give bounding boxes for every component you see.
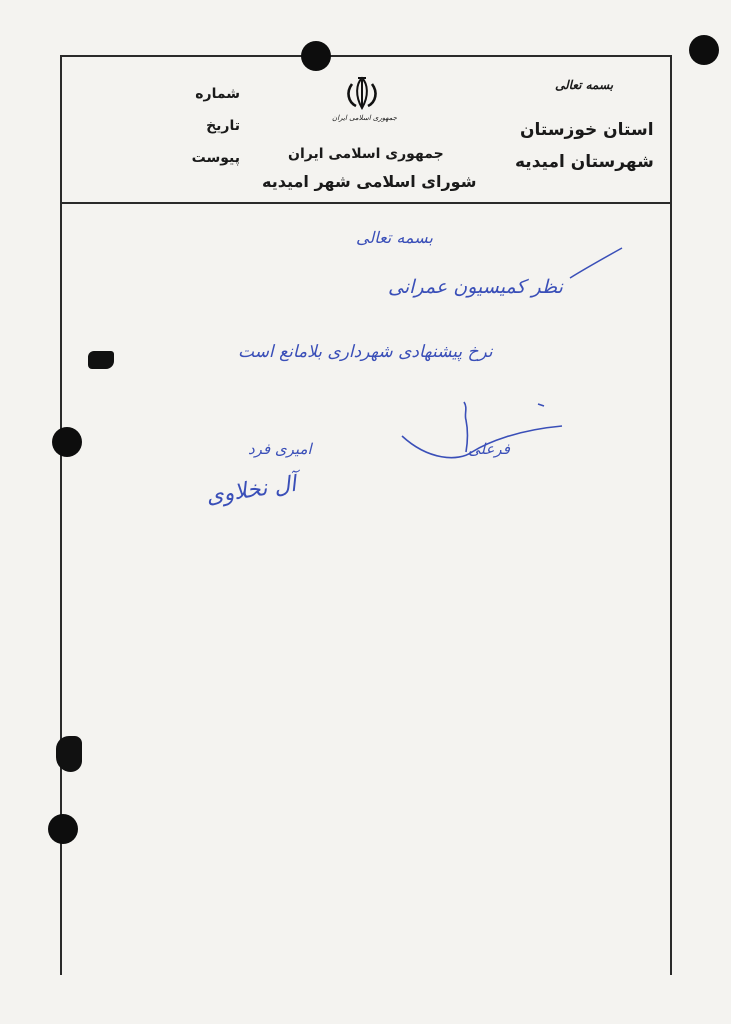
punch-hole-top-right <box>689 35 719 65</box>
letter-meta-labels <box>180 78 240 174</box>
emblem-caption: جمهوری اسلامی ایران <box>332 114 397 122</box>
punch-hole-left-bottom <box>48 814 78 844</box>
handwritten-name-farali: فرعلی <box>468 440 510 458</box>
handwritten-name-amirifard: امیری فرد <box>248 440 312 458</box>
handwritten-committee-opinion: نظر کمیسیون عمرانی <box>388 276 563 298</box>
council-title: شورای اسلامی شهر امیدیه <box>262 172 477 191</box>
handwritten-basmala: بسمه تعالی <box>356 228 433 247</box>
handwritten-signature <box>398 400 568 470</box>
scan-smudge-lower <box>56 736 82 772</box>
province-title: استان خوزستان <box>520 120 654 140</box>
republic-title: جمهوری اسلامی ایران <box>288 146 444 162</box>
date-label: تاریخ <box>206 118 240 134</box>
punch-hole-left-middle <box>52 427 82 457</box>
page-border <box>60 55 672 975</box>
iran-emblem-icon <box>342 74 382 114</box>
punch-hole-top <box>301 41 331 71</box>
handwritten-decision: نرخ پیشنهادی شهرداری بلامانع است <box>238 342 493 362</box>
handwritten-flourish <box>566 244 626 284</box>
handwritten-name-alnakhlawi: آل نخلاوی <box>204 471 298 510</box>
header-divider <box>60 202 672 204</box>
scan-smudge-upper <box>88 351 114 369</box>
number-label: شماره <box>195 86 240 102</box>
county-title: شهرستان امیدیه <box>515 152 654 172</box>
attachment-label: پیوست <box>191 150 240 166</box>
basmala-calligraphy: بسمه تعالی <box>555 78 614 92</box>
